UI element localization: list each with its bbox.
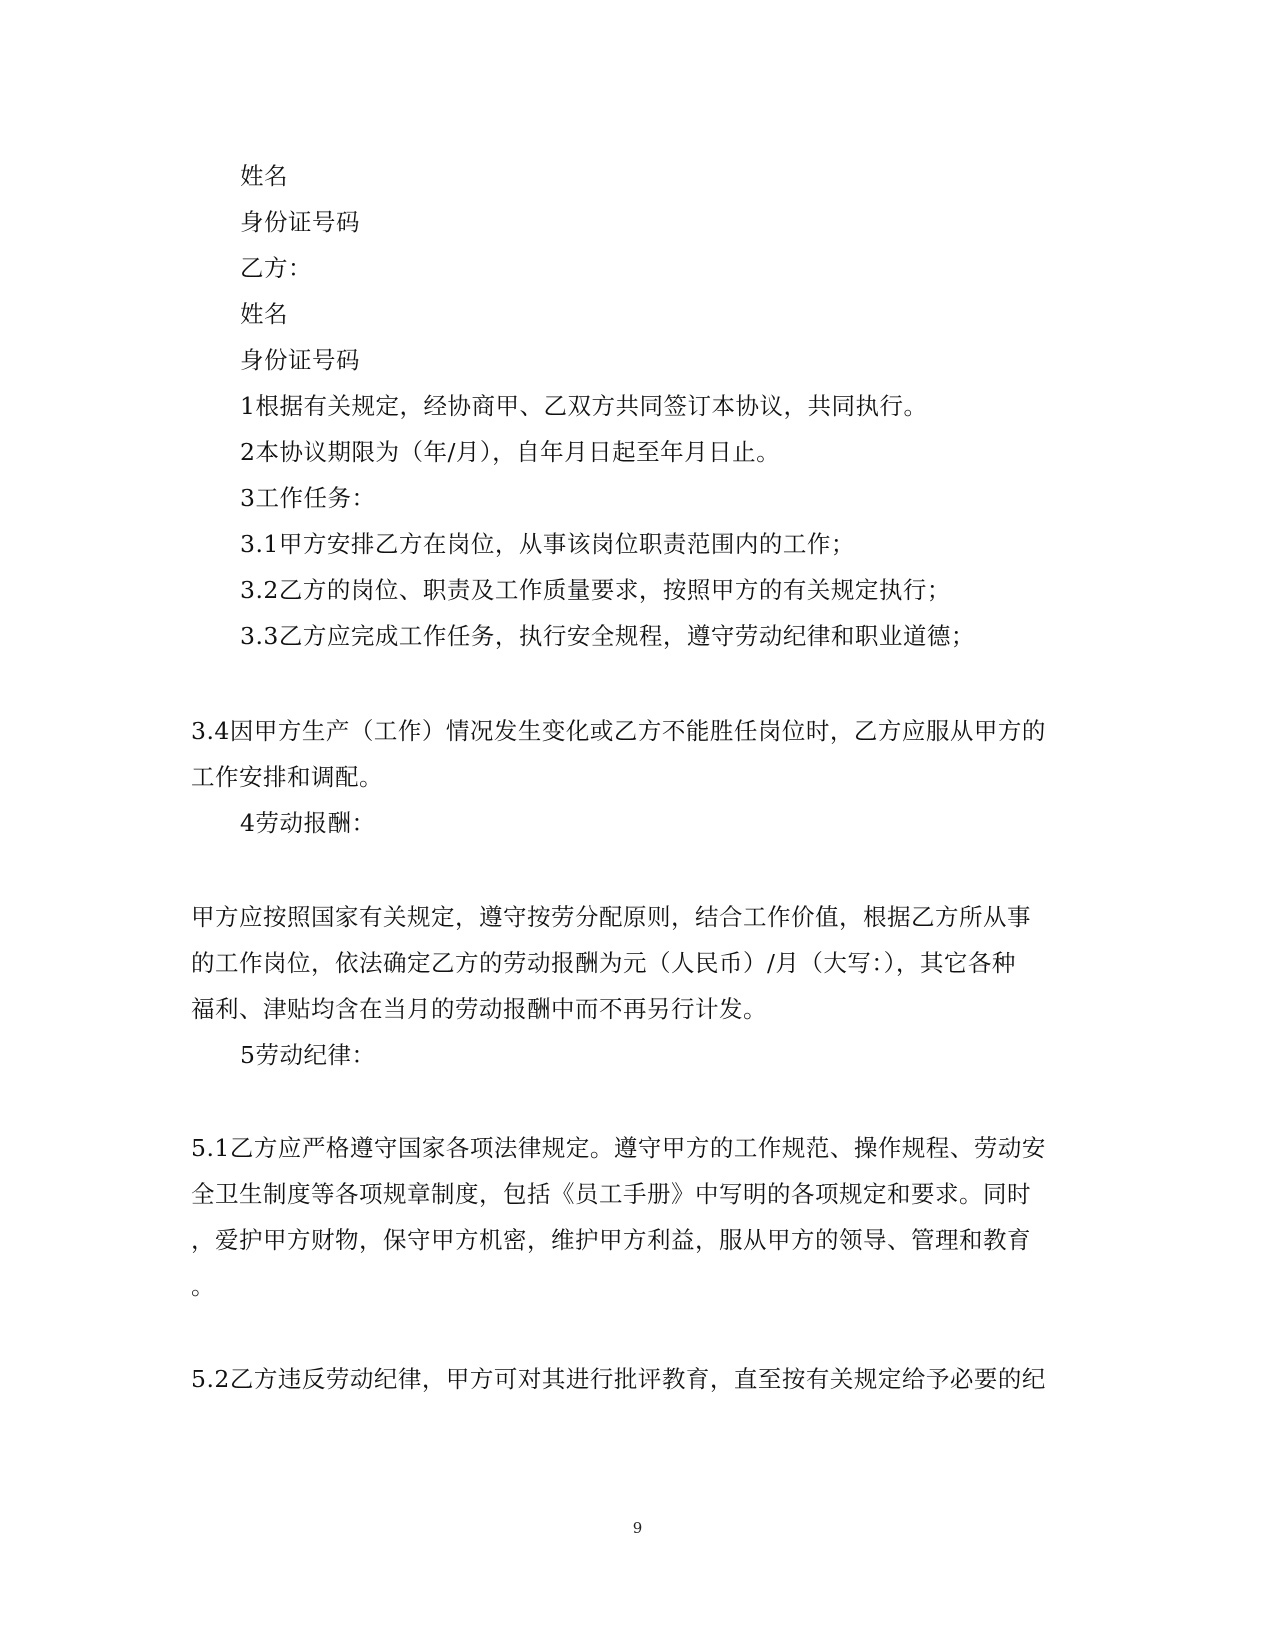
text-line: 身份证号码 [240,346,360,374]
text-line: 3.3乙方应完成工作任务，执行安全规程，遵守劳动纪律和职业道德； [240,622,975,650]
text-line: 工作安排和调配。 [191,763,383,791]
text-line: 姓名 [240,300,288,328]
text-line: 3.1甲方安排乙方在岗位，从事该岗位职责范围内的工作； [240,530,855,558]
text-line: 3工作任务： [240,484,376,512]
text-line: 3.2乙方的岗位、职责及工作质量要求，按照甲方的有关规定执行； [240,576,951,604]
text-line: 4劳动报酬： [240,809,376,837]
text-line: 5劳动纪律： [240,1041,376,1069]
text-line: 甲方应按照国家有关规定，遵守按劳分配原则，结合工作价值，根据乙方所从事 [191,903,1031,931]
text-line: 姓名 [240,162,288,190]
text-line: 3.4因甲方生产（工作）情况发生变化或乙方不能胜任岗位时，乙方应服从甲方的 [191,717,1046,745]
text-line: 身份证号码 [240,208,360,236]
text-line: 5.1乙方应严格遵守国家各项法律规定。遵守甲方的工作规范、操作规程、劳动安 [191,1134,1046,1162]
page-number: 9 [632,1519,643,1537]
text-line: 乙方： [240,254,312,282]
text-line: 的工作岗位，依法确定乙方的劳动报酬为元（人民币）/月（大写：），其它各种 [191,949,1016,977]
text-line: 福利、津贴均含在当月的劳动报酬中而不再另行计发。 [191,995,767,1023]
text-line: 。 [191,1272,215,1300]
text-line: 5.2乙方违反劳动纪律，甲方可对其进行批评教育，直至按有关规定给予必要的纪 [191,1365,1046,1393]
text-line: 全卫生制度等各项规章制度，包括《员工手册》中写明的各项规定和要求。同时 [191,1180,1031,1208]
text-line: 1根据有关规定，经协商甲、乙双方共同签订本协议，共同执行。 [240,392,928,420]
text-line: 2本协议期限为（年/月），自年月日起至年月日止。 [240,438,781,466]
text-line: ，爱护甲方财物，保守甲方机密，维护甲方利益，服从甲方的领导、管理和教育 [191,1226,1031,1254]
